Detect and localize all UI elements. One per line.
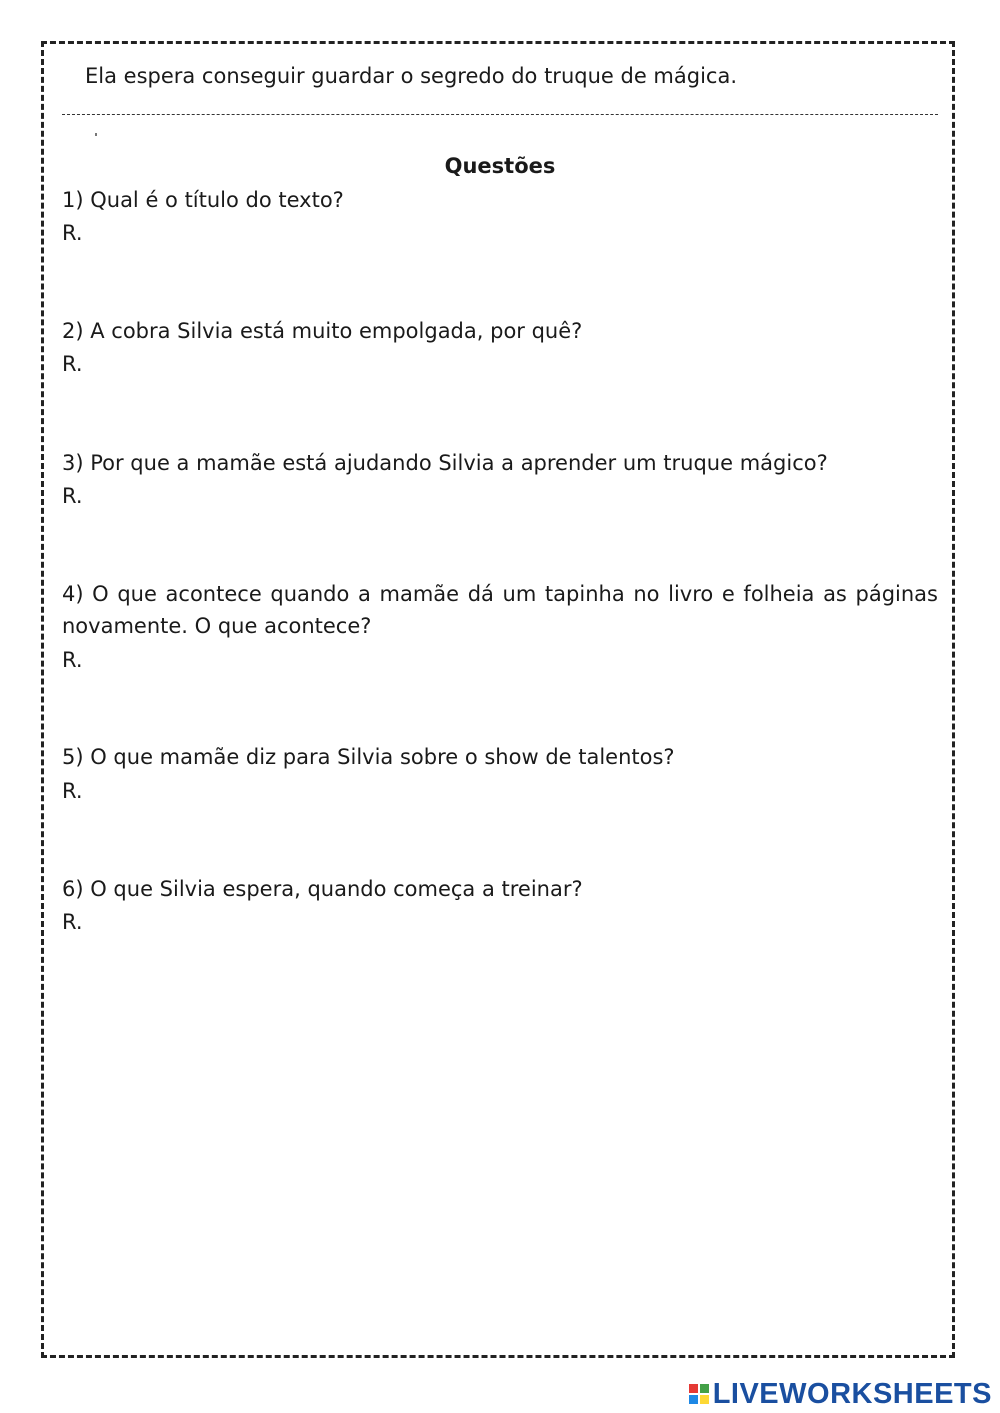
question-2: 2) A cobra Silvia está muito empolgada, por quê? — [62, 319, 583, 343]
worksheet-border — [41, 41, 955, 1358]
brand-name: LIVEWORKSHEETS — [712, 1377, 992, 1410]
intro-sentence: Ela espera conseguir guardar o segredo do truque de mágica. — [85, 64, 737, 88]
liveworksheets-brand — [689, 1376, 992, 1412]
question-6: 6) O que Silvia espera, quando começa a treinar? — [62, 877, 583, 901]
liveworksheets-logo-icon — [689, 1384, 709, 1404]
answer-label-3: R. — [62, 484, 83, 508]
question-5: 5) O que mamãe diz para Silvia sobre o show de talentos? — [62, 745, 675, 769]
answer-label-2: R. — [62, 352, 83, 376]
question-4: 4) O que acontece quando a mamãe dá um tapinha no livro e folheia as páginas novamente. O que acontece? — [62, 582, 938, 638]
answer-label-4: R. — [62, 648, 83, 672]
question-3: 3) Por que a mamãe está ajudando Silvia a aprender um truque mágico? — [62, 451, 828, 475]
section-divider — [62, 114, 938, 115]
question-1: 1) Qual é o título do texto? — [62, 188, 344, 212]
answer-label-5: R. — [62, 779, 83, 803]
answer-label-1: R. — [62, 221, 83, 245]
answer-label-6: R. — [62, 910, 83, 934]
scan-speck — [95, 133, 97, 136]
section-title: Questões — [444, 154, 556, 178]
